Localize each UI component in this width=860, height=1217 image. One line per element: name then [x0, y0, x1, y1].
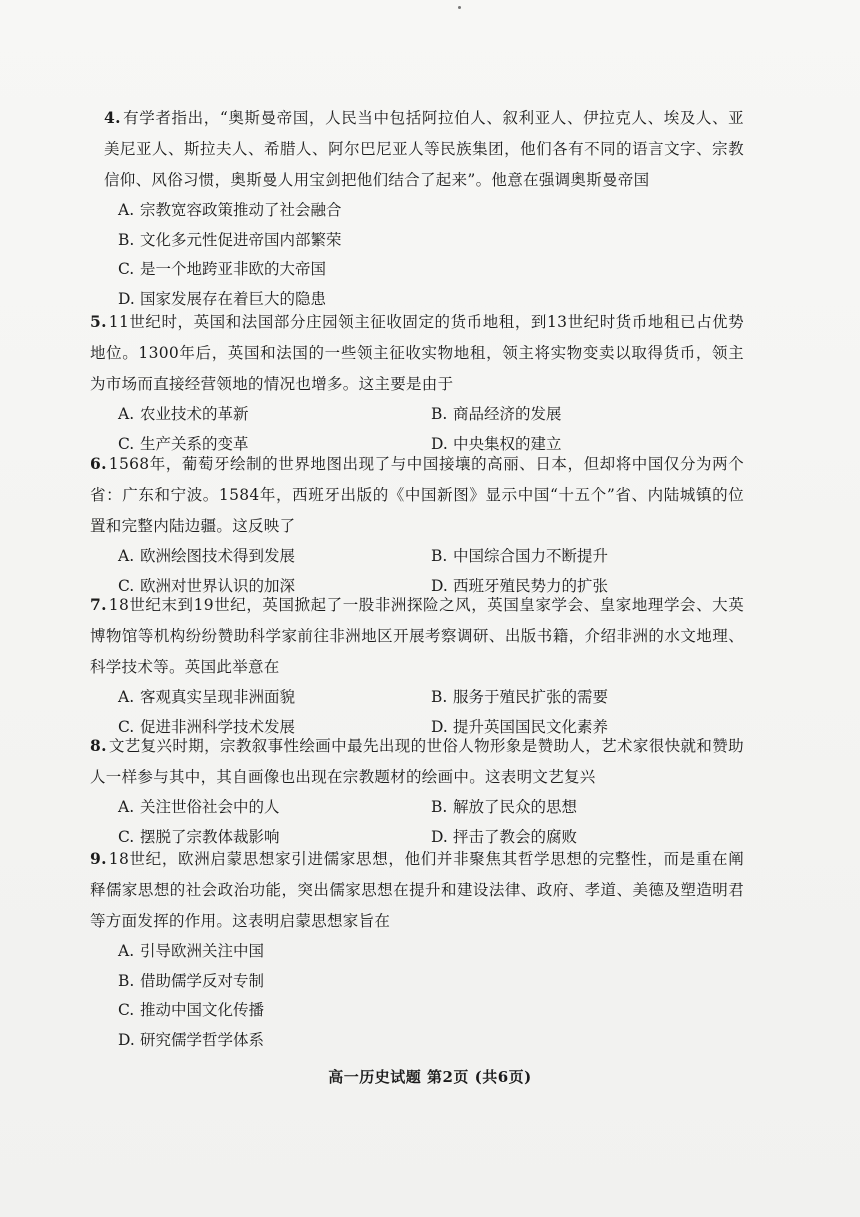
option-text: 促进非洲科学技术发展: [140, 717, 296, 736]
option-letter: A.: [118, 798, 135, 816]
option-text: 欧洲绘图技术得到发展: [140, 547, 296, 565]
option-letter: C.: [118, 260, 135, 278]
option-text: 提升英国国民文化素养: [453, 717, 609, 736]
option-letter: D.: [431, 717, 448, 736]
question-stem: [104, 102, 744, 196]
question-5: [90, 306, 744, 459]
question-4: [104, 102, 744, 314]
option-b[interactable]: [431, 683, 744, 713]
option-text: 研究儒学哲学体系: [140, 1030, 265, 1049]
option-letter: A.: [118, 942, 135, 960]
option-c[interactable]: [118, 255, 718, 285]
option-a[interactable]: [118, 793, 431, 823]
option-letter: B.: [431, 547, 448, 565]
question-number: 7.: [90, 595, 107, 614]
option-text: 中央集权的建立: [453, 434, 562, 453]
option-text: 是一个地跨亚非欧的大帝国: [140, 260, 327, 278]
option-text: 农业技术的革新: [140, 405, 249, 423]
option-text: 解放了民众的思想: [453, 798, 578, 816]
option-letter: D.: [431, 434, 448, 453]
options: [90, 937, 744, 1055]
option-letter: C.: [118, 717, 135, 736]
option-text: 国家发展存在着巨大的隐患: [140, 289, 327, 308]
option-text: 西班牙殖民势力的扩张: [453, 576, 609, 595]
option-text: 抨击了教会的腐败: [453, 827, 578, 846]
option-letter: A.: [118, 405, 135, 423]
option-text: 欧洲对世界认识的加深: [140, 576, 296, 595]
option-d[interactable]: [118, 1026, 718, 1056]
question-stem: [90, 589, 744, 683]
option-a[interactable]: [118, 400, 431, 430]
option-b[interactable]: [431, 793, 744, 823]
option-letter: B.: [118, 971, 135, 990]
option-a[interactable]: [118, 196, 718, 226]
option-letter: D.: [431, 827, 448, 846]
option-letter: B.: [431, 405, 448, 423]
question-number: 8.: [90, 736, 107, 755]
option-b[interactable]: [118, 967, 718, 997]
option-letter: D.: [118, 1030, 135, 1049]
question-7: [90, 589, 744, 742]
option-letter: B.: [431, 798, 448, 816]
options: [104, 196, 744, 314]
question-number: 4.: [104, 108, 121, 127]
option-text: 客观真实呈现非洲面貌: [140, 688, 296, 706]
question-stem: [90, 306, 744, 400]
option-b[interactable]: [118, 226, 718, 256]
question-text: 1568年，葡萄牙绘制的世界地图出现了与中国接壤的高丽、日本，但却将中国仅分为两个省：广东和宁波。1584年，西班牙出版的《中国新图》显示中国“十五个”省、内陆城镇的位置和完整内陆边疆。这反映了: [90, 455, 744, 535]
question-text: 11世纪时，英国和法国部分庄园领主征收固定的货币地租，到13世纪时货币地租已占优势地位。1300年后，英国和法国的一些领主征收实物地租，领主将实物变卖以取得货币，领主为市场而直接经营领地的情况也增多。这主要是由于: [90, 313, 744, 393]
question-stem: [90, 730, 744, 793]
question-text: 文艺复兴时期，宗教叙事性绘画中最先出现的世俗人物形象是赞助人，艺术家很快就和赞助人一样参与其中，其自画像也出现在宗教题材的绘画中。这表明文艺复兴: [90, 737, 744, 786]
question-number: 5.: [90, 312, 107, 331]
option-letter: C.: [118, 827, 135, 846]
question-text: 有学者指出，“奥斯曼帝国，人民当中包括阿拉伯人、叙利亚人、伊拉克人、埃及人、亚美尼亚人、斯拉夫人、希腊人、阿尔巴尼亚人等民族集团，他们各有不同的语言文字、宗教信仰、风俗习惯，奥斯曼人用宝剑把他们结合了起来”。他意在强调奥斯曼帝国: [104, 109, 744, 189]
option-text: 宗教宽容政策推动了社会融合: [140, 201, 342, 219]
question-8: [90, 730, 744, 852]
question-stem: [90, 843, 744, 937]
option-letter: A.: [118, 547, 135, 565]
scan-speck: [458, 6, 461, 9]
option-letter: B.: [118, 230, 135, 249]
question-6: [90, 448, 744, 601]
question-number: 9.: [90, 849, 107, 868]
option-text: 生产关系的变革: [140, 434, 249, 453]
option-text: 借助儒学反对专制: [140, 971, 265, 990]
option-text: 商品经济的发展: [453, 405, 562, 423]
option-letter: C.: [118, 1001, 135, 1019]
option-text: 摆脱了宗教体裁影响: [140, 827, 280, 846]
option-text: 推动中国文化传播: [140, 1001, 265, 1019]
option-a[interactable]: [118, 683, 431, 713]
option-letter: D.: [118, 289, 135, 308]
option-a[interactable]: [118, 937, 718, 967]
option-letter: C.: [118, 434, 135, 453]
option-letter: A.: [118, 688, 135, 706]
question-number: 6.: [90, 454, 107, 473]
option-text: 文化多元性促进帝国内部繁荣: [140, 230, 342, 249]
option-letter: B.: [431, 688, 448, 706]
question-stem: [90, 448, 744, 542]
option-text: 关注世俗社会中的人: [140, 798, 280, 816]
question-text: 18世纪，欧洲启蒙思想家引进儒家思想，他们并非聚焦其哲学思想的完整性，而是重在阐释儒家思想的社会政治功能，突出儒家思想在提升和建设法律、政府、孝道、美德及塑造明君等方面发挥的作用。这表明启蒙思想家旨在: [90, 850, 744, 930]
option-letter: C.: [118, 576, 135, 595]
option-text: 中国综合国力不断提升: [453, 547, 609, 565]
option-text: 引导欧洲关注中国: [140, 942, 265, 960]
option-text: 服务于殖民扩张的需要: [453, 688, 609, 706]
option-letter: A.: [118, 201, 135, 219]
option-a[interactable]: [118, 542, 431, 572]
page-footer: 高一历史试题 第2页 (共6页): [328, 1068, 532, 1086]
question-9: [90, 843, 744, 1055]
option-b[interactable]: [431, 542, 744, 572]
option-b[interactable]: [431, 400, 744, 430]
option-c[interactable]: [118, 996, 718, 1026]
option-letter: D.: [431, 576, 448, 595]
question-text: 18世纪末到19世纪，英国掀起了一股非洲探险之风，英国皇家学会、皇家地理学会、大英博物馆等机构纷纷赞助科学家前往非洲地区开展考察调研、出版书籍，介绍非洲的水文地理、科学技术等。英国此举意在: [90, 596, 744, 676]
